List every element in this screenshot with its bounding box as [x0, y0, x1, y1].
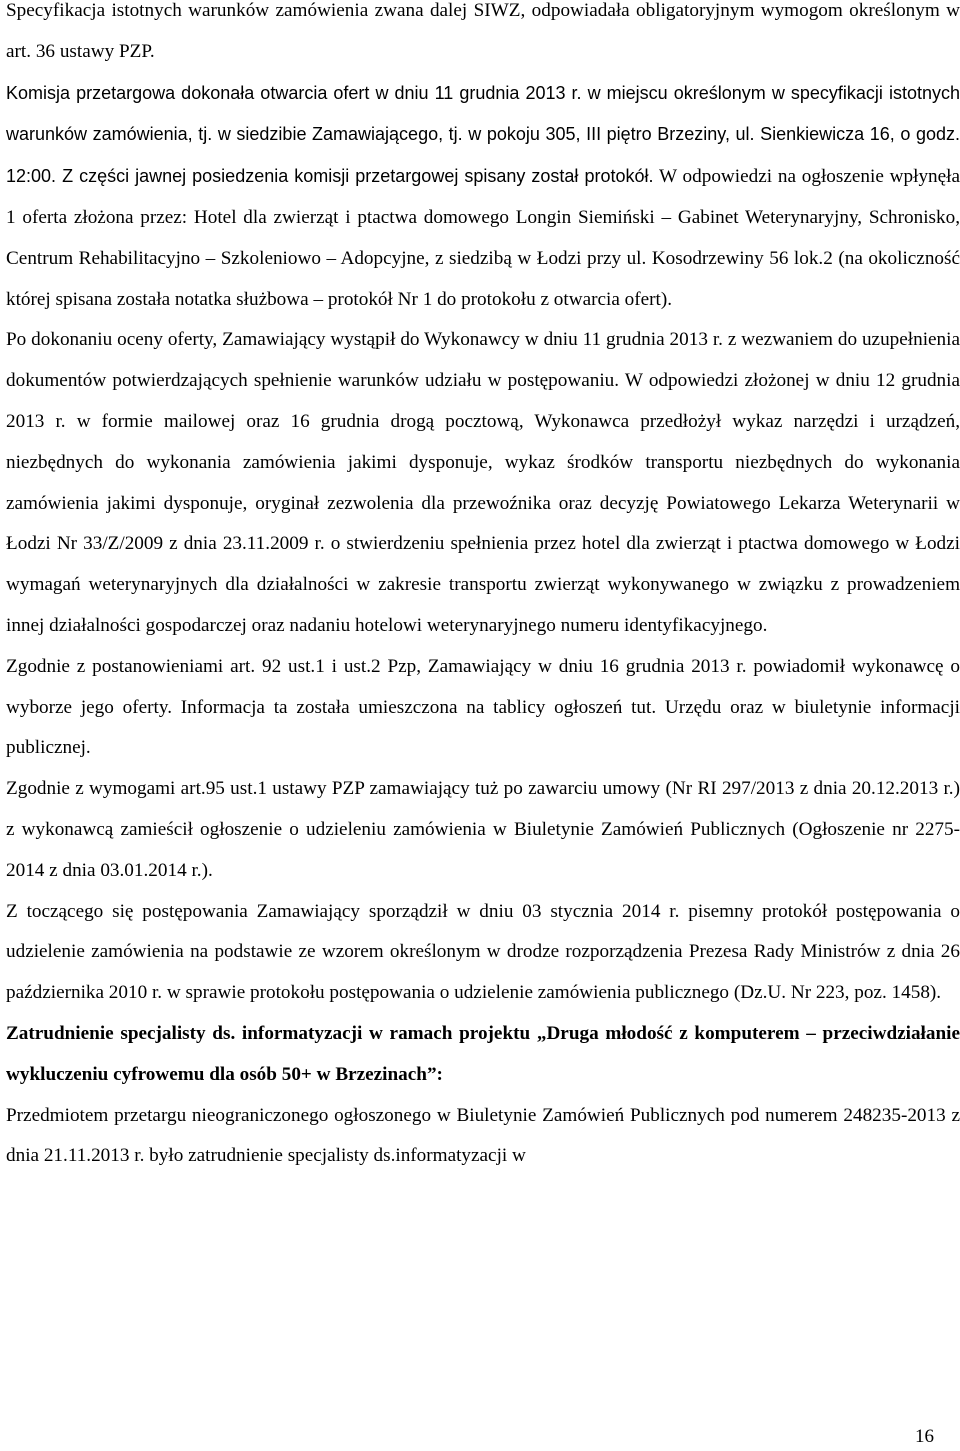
document-page — [6, 0, 960, 1177]
paragraph-contract: Zgodnie z wymogami art.95 ust.1 ustawy PZP zamawiający tuż po zawarciu umowy (Nr RI 297/2013 z dnia 20.12.2013 r.) z wykonawcą zamieścił ogłoszenie o udzieleniu zamówienia w Biuletynie Zamówień Publicznych (Ogłoszenie nr 2275-2014 z dnia 03.01.2014 r.). — [6, 778, 960, 881]
paragraph-siwz: Specyfikacja istotnych warunków zamówienia zwana dalej SIWZ, odpowiadała obligatoryjnym wymogom określonym w art. 36 ustawy PZP. — [6, 0, 960, 62]
page-number: 16 — [915, 1426, 934, 1447]
paragraph-selection: Zgodnie z postanowieniami art. 92 ust.1 i ust.2 Pzp, Zamawiający w dniu 16 grudnia 2013 r. powiadomił wykonawcę o wyborze jego oferty. Informacja ta została umieszczona na tablicy ogłoszeń tut. Urzędu oraz w biuletynie informacji publicznej. — [6, 655, 960, 759]
paragraph-opening — [6, 73, 960, 321]
paragraph-opening-serif: W odpowiedzi na ogłoszenie wpłynęła 1 oferta złożona przez: Hotel dla zwierząt i ptactwa domowego Longin Siemiński – Gabinet Weterynaryjny, Schronisko, Centrum Rehabilitacyjno – Szkoleniowo – Adopcyjne, z siedzibą w Łodzi przy ul. Kosodrzewiny 56 lok.2 (na okoliczność której spisana została notatka służbowa – protokół Nr 1 do protokołu z otwarcia ofert). — [6, 166, 960, 310]
paragraph-opening-sans: Komisja przetargowa dokonała otwarcia ofert w dniu 11 grudnia 2013 r. w miejscu określonym w specyfikacji istotnych warunków zamówienia, tj. w siedzibie Zamawiającego, tj. w pokoju 305, III piętro Brzeziny, ul. Sienkiewicza 16, o godz. 12:00. Z części jawnej posiedzenia komisji przetargowej spisany został protokół. — [6, 82, 960, 187]
paragraph-protocol: Z toczącego się postępowania Zamawiający sporządził w dniu 03 stycznia 2014 r. pisemny protokół postępowania o udzielenie zamówienia na podstawie ze wzorem określonym w drodze rozporządzenia Prezesa Rady Ministrów z dnia 26 października 2010 r. w sprawie protokołu postępowania o udzielenie zamówienia publicznego (Dz.U. Nr 223, poz. 1458). — [6, 900, 960, 1004]
section-heading: Zatrudnienie specjalisty ds. informatyzacji w ramach projektu „Druga młodość z komputerem – przeciwdziałanie wykluczeniu cyfrowemu dla osób 50+ w Brzezinach”: — [6, 1022, 960, 1085]
paragraph-evaluation: Po dokonaniu oceny oferty, Zamawiający wystąpił do Wykonawcy w dniu 11 grudnia 2013 r. z wezwaniem do uzupełnienia dokumentów potwierdzających spełnienie warunków udziału w postępowaniu. W odpowiedzi złożonej w dniu 12 grudnia 2013 r. w formie mailowej oraz 16 grudnia drogą pocztową, Wykonawca przedłożył wykaz narzędzi i urządzeń, niezbędnych do wykonania zamówienia jakimi dysponuje, wykaz środków transportu niezbędnych do wykonania zamówienia jakimi dysponuje, oryginał zezwolenia dla przewoźnika oraz decyzję Powiatowego Lekarza Weterynarii w Łodzi Nr 33/Z/2009 z dnia 23.11.2009 r. o stwierdzeniu spełnienia przez hotel dla zwierząt i ptactwa domowego w Łodzi wymagań weterynaryjnych dla działalności w zakresie transportu zwierząt wykonywanego w związku z prowadzeniem innej działalności gospodarczej oraz nadaniu hotelowi weterynaryjnego numeru identyfikacyjnego. — [6, 329, 960, 636]
paragraph-tender: Przedmiotem przetargu nieograniczonego ogłoszonego w Biuletynie Zamówień Publicznych pod numerem 248235-2013 z dnia 21.11.2013 r. było zatrudnienie specjalisty ds.informatyzacji w — [6, 1104, 960, 1167]
